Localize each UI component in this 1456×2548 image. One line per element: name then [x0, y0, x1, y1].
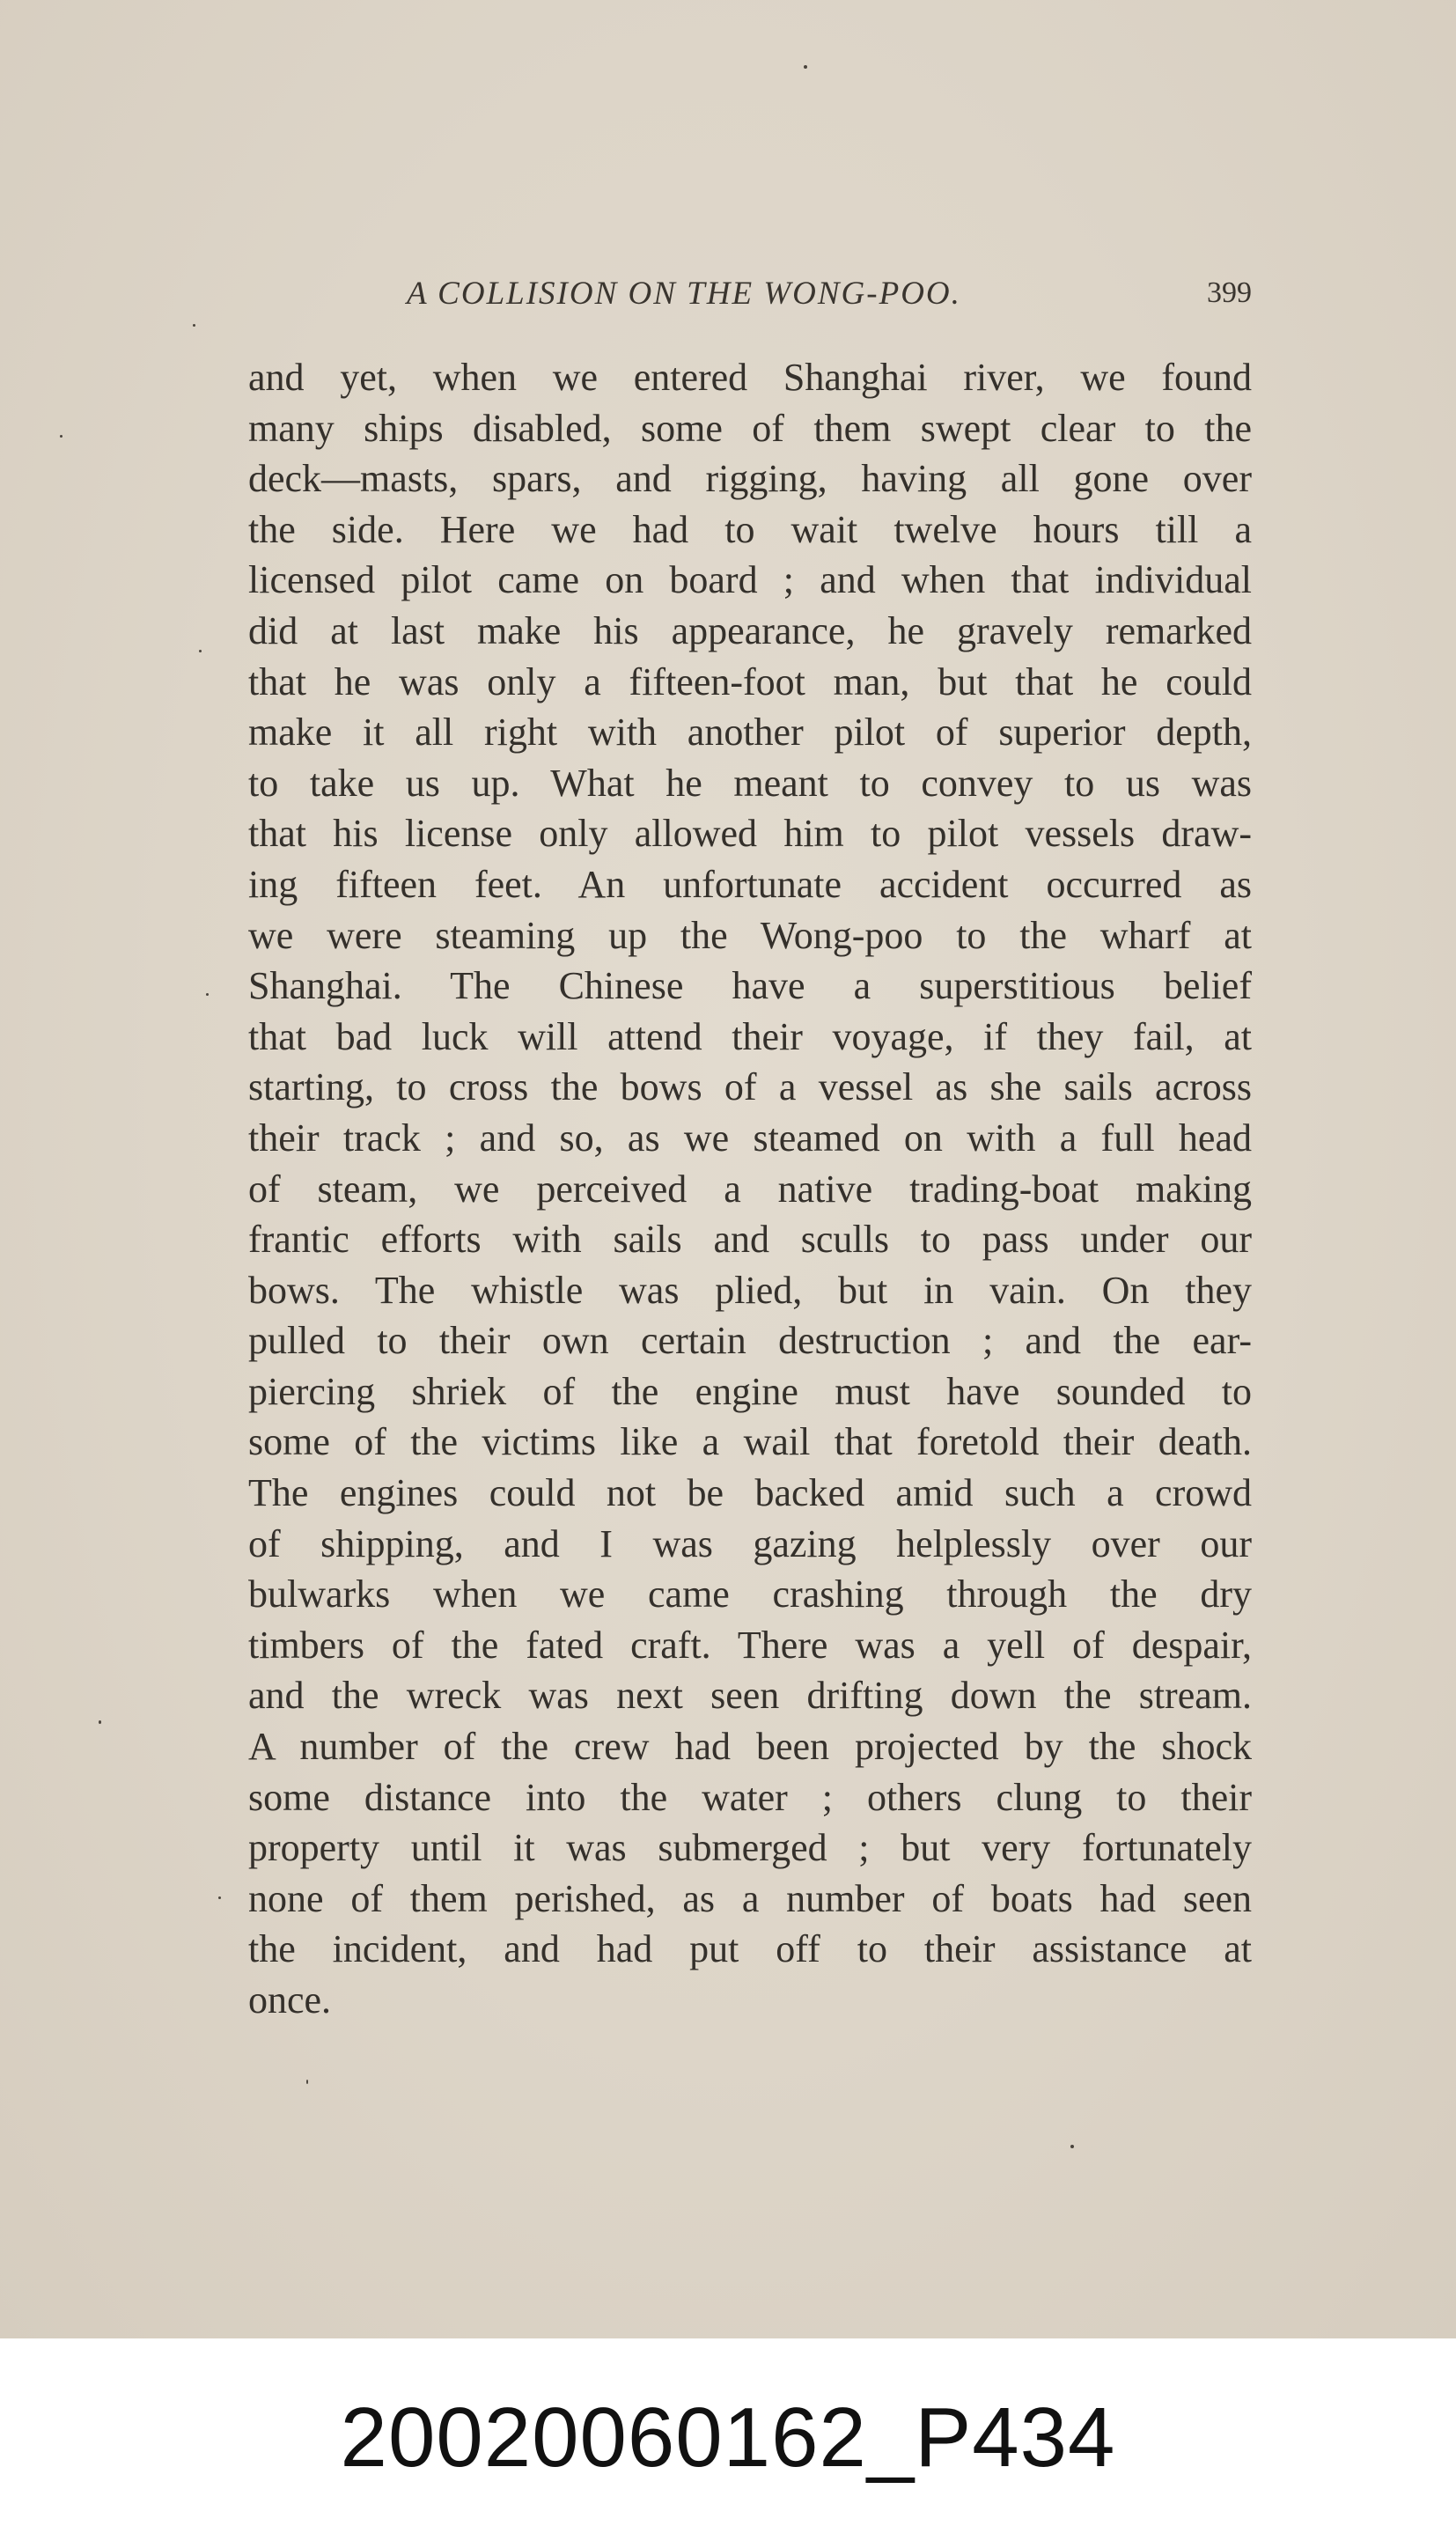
text-line: frantic efforts with sails and sculls to pass under our	[248, 1218, 1252, 1262]
page-number: 399	[1207, 276, 1252, 309]
text-line: deck—masts, spars, and rigging, having all gone over	[248, 457, 1252, 501]
running-head	[248, 275, 1252, 319]
text-line: bulwarks when we came crashing through the dry	[248, 1572, 1252, 1616]
text-line: bows. The whistle was plied, but in vain. On they	[248, 1268, 1252, 1312]
running-title: A COLLISION ON THE WONG-POO.	[407, 276, 961, 312]
text-line: their track ; and so, as we steamed on with a full head	[248, 1116, 1252, 1160]
text-line: many ships disabled, some of them swept clear to the	[248, 406, 1252, 450]
text-line: some of the victims like a wail that foretold their death.	[248, 1420, 1252, 1464]
text-line: did at last make his appearance, he gravely remarked	[248, 608, 1252, 652]
text-line: The engines could not be backed amid such a crowd	[248, 1471, 1252, 1515]
text-line: of shipping, and I was gazing helplessly over our	[248, 1521, 1252, 1565]
text-line: we were steaming up the Wong-poo to the wharf at	[248, 913, 1252, 957]
ink-speck	[804, 65, 807, 69]
ink-speck	[60, 435, 63, 438]
text-line: pulled to their own certain destruction ; and the ear-	[248, 1319, 1252, 1363]
image-identifier: 20020060162_P434	[340, 2390, 1116, 2485]
text-line: the side. Here we had to wait twelve hours till a	[248, 507, 1252, 551]
ink-speck	[99, 1720, 101, 1724]
text-line: that bad luck will attend their voyage, if they fail, at	[248, 1014, 1252, 1058]
text-line: Shanghai. The Chinese have a superstitious belief	[248, 964, 1252, 1008]
text-line: none of them perished, as a number of boats had seen	[248, 1876, 1252, 1920]
ink-speck	[206, 993, 209, 996]
text-line: and the wreck was next seen drifting down the stream.	[248, 1674, 1252, 1718]
text-line: timbers of the fated craft. There was a yell of despair,	[248, 1623, 1252, 1667]
ink-speck	[306, 2080, 308, 2084]
text-line: to take us up. What he meant to convey to us was	[248, 761, 1252, 805]
text-line: of steam, we perceived a native trading-boat making	[248, 1167, 1252, 1211]
text-line: the incident, and had put off to their assistance at	[248, 1927, 1252, 1971]
text-line: property until it was submerged ; but very fortunately	[248, 1826, 1252, 1870]
text-line: licensed pilot came on board ; and when that individual	[248, 558, 1252, 602]
text-line: once.	[248, 1978, 332, 2021]
text-line: starting, to cross the bows of a vessel as she sails across	[248, 1065, 1252, 1109]
text-line: that he was only a fifteen-foot man, but that he could	[248, 659, 1252, 703]
caption-bar	[0, 2338, 1456, 2548]
text-line: A number of the crew had been projected by the shock	[248, 1725, 1252, 1769]
text-line: piercing shriek of the engine must have sounded to	[248, 1369, 1252, 1413]
text-line: ing fifteen feet. An unfortunate accident occurred as	[248, 862, 1252, 906]
ink-speck	[193, 324, 195, 327]
text-line: and yet, when we entered Shanghai river, we found	[248, 356, 1252, 399]
ink-speck	[218, 1896, 221, 1899]
text-line: that his license only allowed him to pilot vessels draw-	[248, 812, 1252, 856]
text-line: some distance into the water ; others clung to their	[248, 1775, 1252, 1819]
text-line: make it all right with another pilot of superior depth,	[248, 711, 1252, 755]
body-text	[248, 352, 1252, 2026]
ink-speck	[1070, 2145, 1074, 2148]
ink-speck	[199, 650, 202, 652]
